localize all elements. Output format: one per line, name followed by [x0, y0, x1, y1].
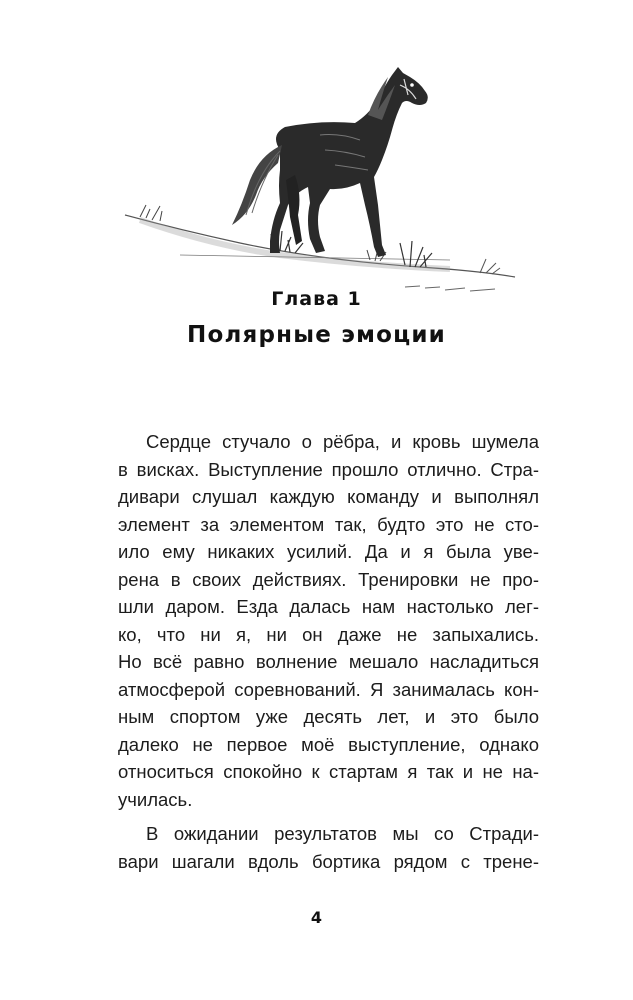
text-line: училась.: [118, 788, 193, 810]
text-line: в висках. Выступление прошло отлично. Стра-: [118, 458, 539, 480]
horse-illustration: [120, 55, 520, 305]
text-line: ным спортом уже десять лет, и это было: [118, 706, 539, 727]
text-line: дивари слушал каждую команду и выполнял: [118, 486, 539, 507]
text-line: шли даром. Езда далась нам настолько лег-: [118, 596, 539, 617]
text-line: ко, что ни я, ни он даже не запыхались.: [118, 623, 539, 645]
text-line: Сердце стучало о рёбра, и кровь шумела: [146, 431, 539, 452]
text-line: относиться спокойно к стартам я так и не на-: [118, 761, 539, 782]
page-number: 4: [310, 908, 323, 927]
text-line: далеко не первое моё выступление, однако: [118, 733, 539, 755]
text-line: В ожидании результатов мы со Стради-: [146, 823, 539, 844]
text-line: элемент за элементом так, будто это не сто-: [118, 513, 539, 535]
text-line: рена в своих действиях. Тренировки не про-: [118, 568, 539, 590]
body-text: [118, 428, 539, 875]
text-line: атмосферой соревнований. Я занималась кон-: [118, 678, 539, 700]
text-line: ило ему никаких усилий. Да и я была уве-: [118, 541, 539, 562]
chapter-number: Глава 1: [271, 288, 362, 310]
text-line: вари шагали вдоль бортика рядом с трене-: [118, 850, 539, 872]
chapter-title: Полярные эмоции: [187, 322, 446, 348]
text-line: Но всё равно волнение мешало насладиться: [118, 651, 539, 672]
